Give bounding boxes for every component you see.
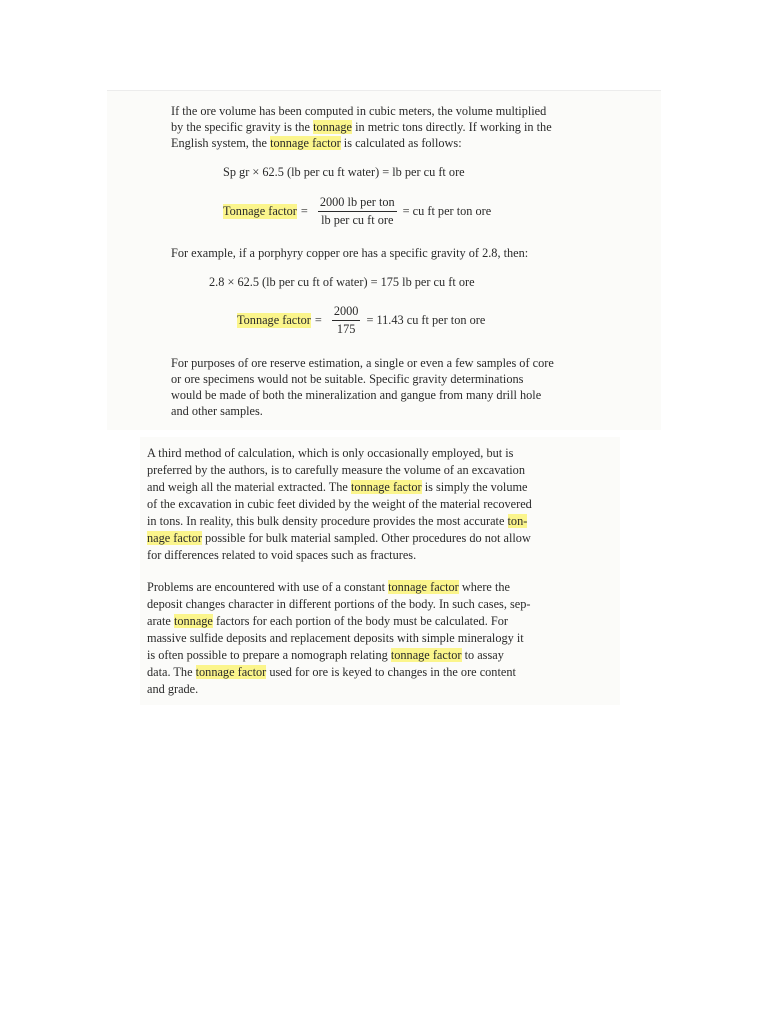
text-line: arate tonnage factors for each portion of the body must be calculated. For: [147, 614, 508, 628]
text-line: preferred by the authors, is to carefully measure the volume of an excavation: [147, 463, 525, 477]
equation-example-tonnage: Tonnage factor = $\frac{2000}{175}$ = 11.43 cu ft per ton ore: [237, 304, 486, 336]
text-line: by the specific gravity is the tonnage in metric tons directly. If working in the: [171, 120, 552, 134]
text-line: and grade.: [147, 682, 199, 696]
highlight: Tonnage factor: [237, 313, 311, 327]
fraction: [318, 195, 397, 228]
text-line: would be made of both the mineralization and gangue from many drill hole: [171, 388, 542, 402]
intro-paragraph: [171, 103, 611, 151]
highlight: tonnage factor: [195, 665, 267, 679]
fraction-numerator: 2000: [332, 304, 361, 321]
text-line: or ore specimens would not be suitable. Specific gravity determinations: [171, 372, 524, 386]
text-line: in tons. In reality, this bulk density procedure provides the most accurate ton-: [147, 514, 528, 528]
highlight: ton-: [507, 514, 528, 528]
equation-example-density: 2.8 × 62.5 (lb per cu ft of water) = 175 lb per cu ft ore: [209, 275, 475, 289]
highlight: tonnage factor: [388, 580, 459, 594]
third-method-paragraph: [147, 445, 617, 564]
text-line: Problems are encountered with use of a constant tonnage factor where the: [147, 580, 510, 594]
text-line: A third method of calculation, which is only occasionally employed, but is: [147, 446, 514, 460]
text-line: of the excavation in cubic feet divided by the weight of the material recovered: [147, 497, 532, 511]
text-line: English system, the tonnage factor is calculated as follows:: [171, 136, 462, 150]
text-line: data. The tonnage factor used for ore is keyed to changes in the ore content: [147, 665, 516, 679]
highlight: Tonnage factor: [223, 204, 297, 218]
fraction-denominator: lb per cu ft ore: [321, 213, 394, 227]
equation-density: Sp gr × 62.5 (lb per cu ft water) = lb per cu ft ore: [223, 165, 465, 179]
text-line: If the ore volume has been computed in cubic meters, the volume multiplied: [171, 104, 547, 118]
text-line: for differences related to void spaces such as fractures.: [147, 548, 417, 562]
highlight: nage factor: [147, 531, 202, 545]
highlight: tonnage: [173, 614, 213, 628]
fraction: [332, 304, 361, 337]
text-line: nage factor possible for bulk material sampled. Other procedures do not allow: [147, 531, 531, 545]
closing-paragraph: [171, 355, 611, 419]
text-line: is often possible to prepare a nomograph relating tonnage factor to assay: [147, 648, 504, 662]
excerpt-top: [107, 90, 661, 430]
highlight: tonnage: [313, 120, 352, 134]
text-line: For purposes of ore reserve estimation, a single or even a few samples of core: [171, 356, 554, 370]
text-line: massive sulfide deposits and replacement deposits with simple mineralogy it: [147, 631, 524, 645]
text-line: and other samples.: [171, 404, 263, 418]
excerpt-bottom: [140, 437, 620, 705]
highlight: tonnage factor: [350, 480, 422, 494]
equation-tonnage-factor: Tonnage factor = $\frac{\text{2000 lb per ton}}{\text{lb per cu ft ore}}$ = cu ft per ton ore: [223, 195, 492, 227]
highlight: tonnage factor: [390, 648, 462, 662]
highlight: tonnage factor: [270, 136, 341, 150]
text-line: deposit changes character in different portions of the body. In such cases, sep-: [147, 597, 531, 611]
example-paragraph: For example, if a porphyry copper ore has a specific gravity of 2.8, then:: [171, 246, 529, 260]
text-line: and weigh all the material extracted. The tonnage factor is simply the volume: [147, 480, 528, 494]
problems-paragraph: [147, 579, 617, 698]
fraction-denominator: 175: [336, 322, 356, 336]
fraction-numerator: 2000 lb per ton: [318, 195, 397, 212]
